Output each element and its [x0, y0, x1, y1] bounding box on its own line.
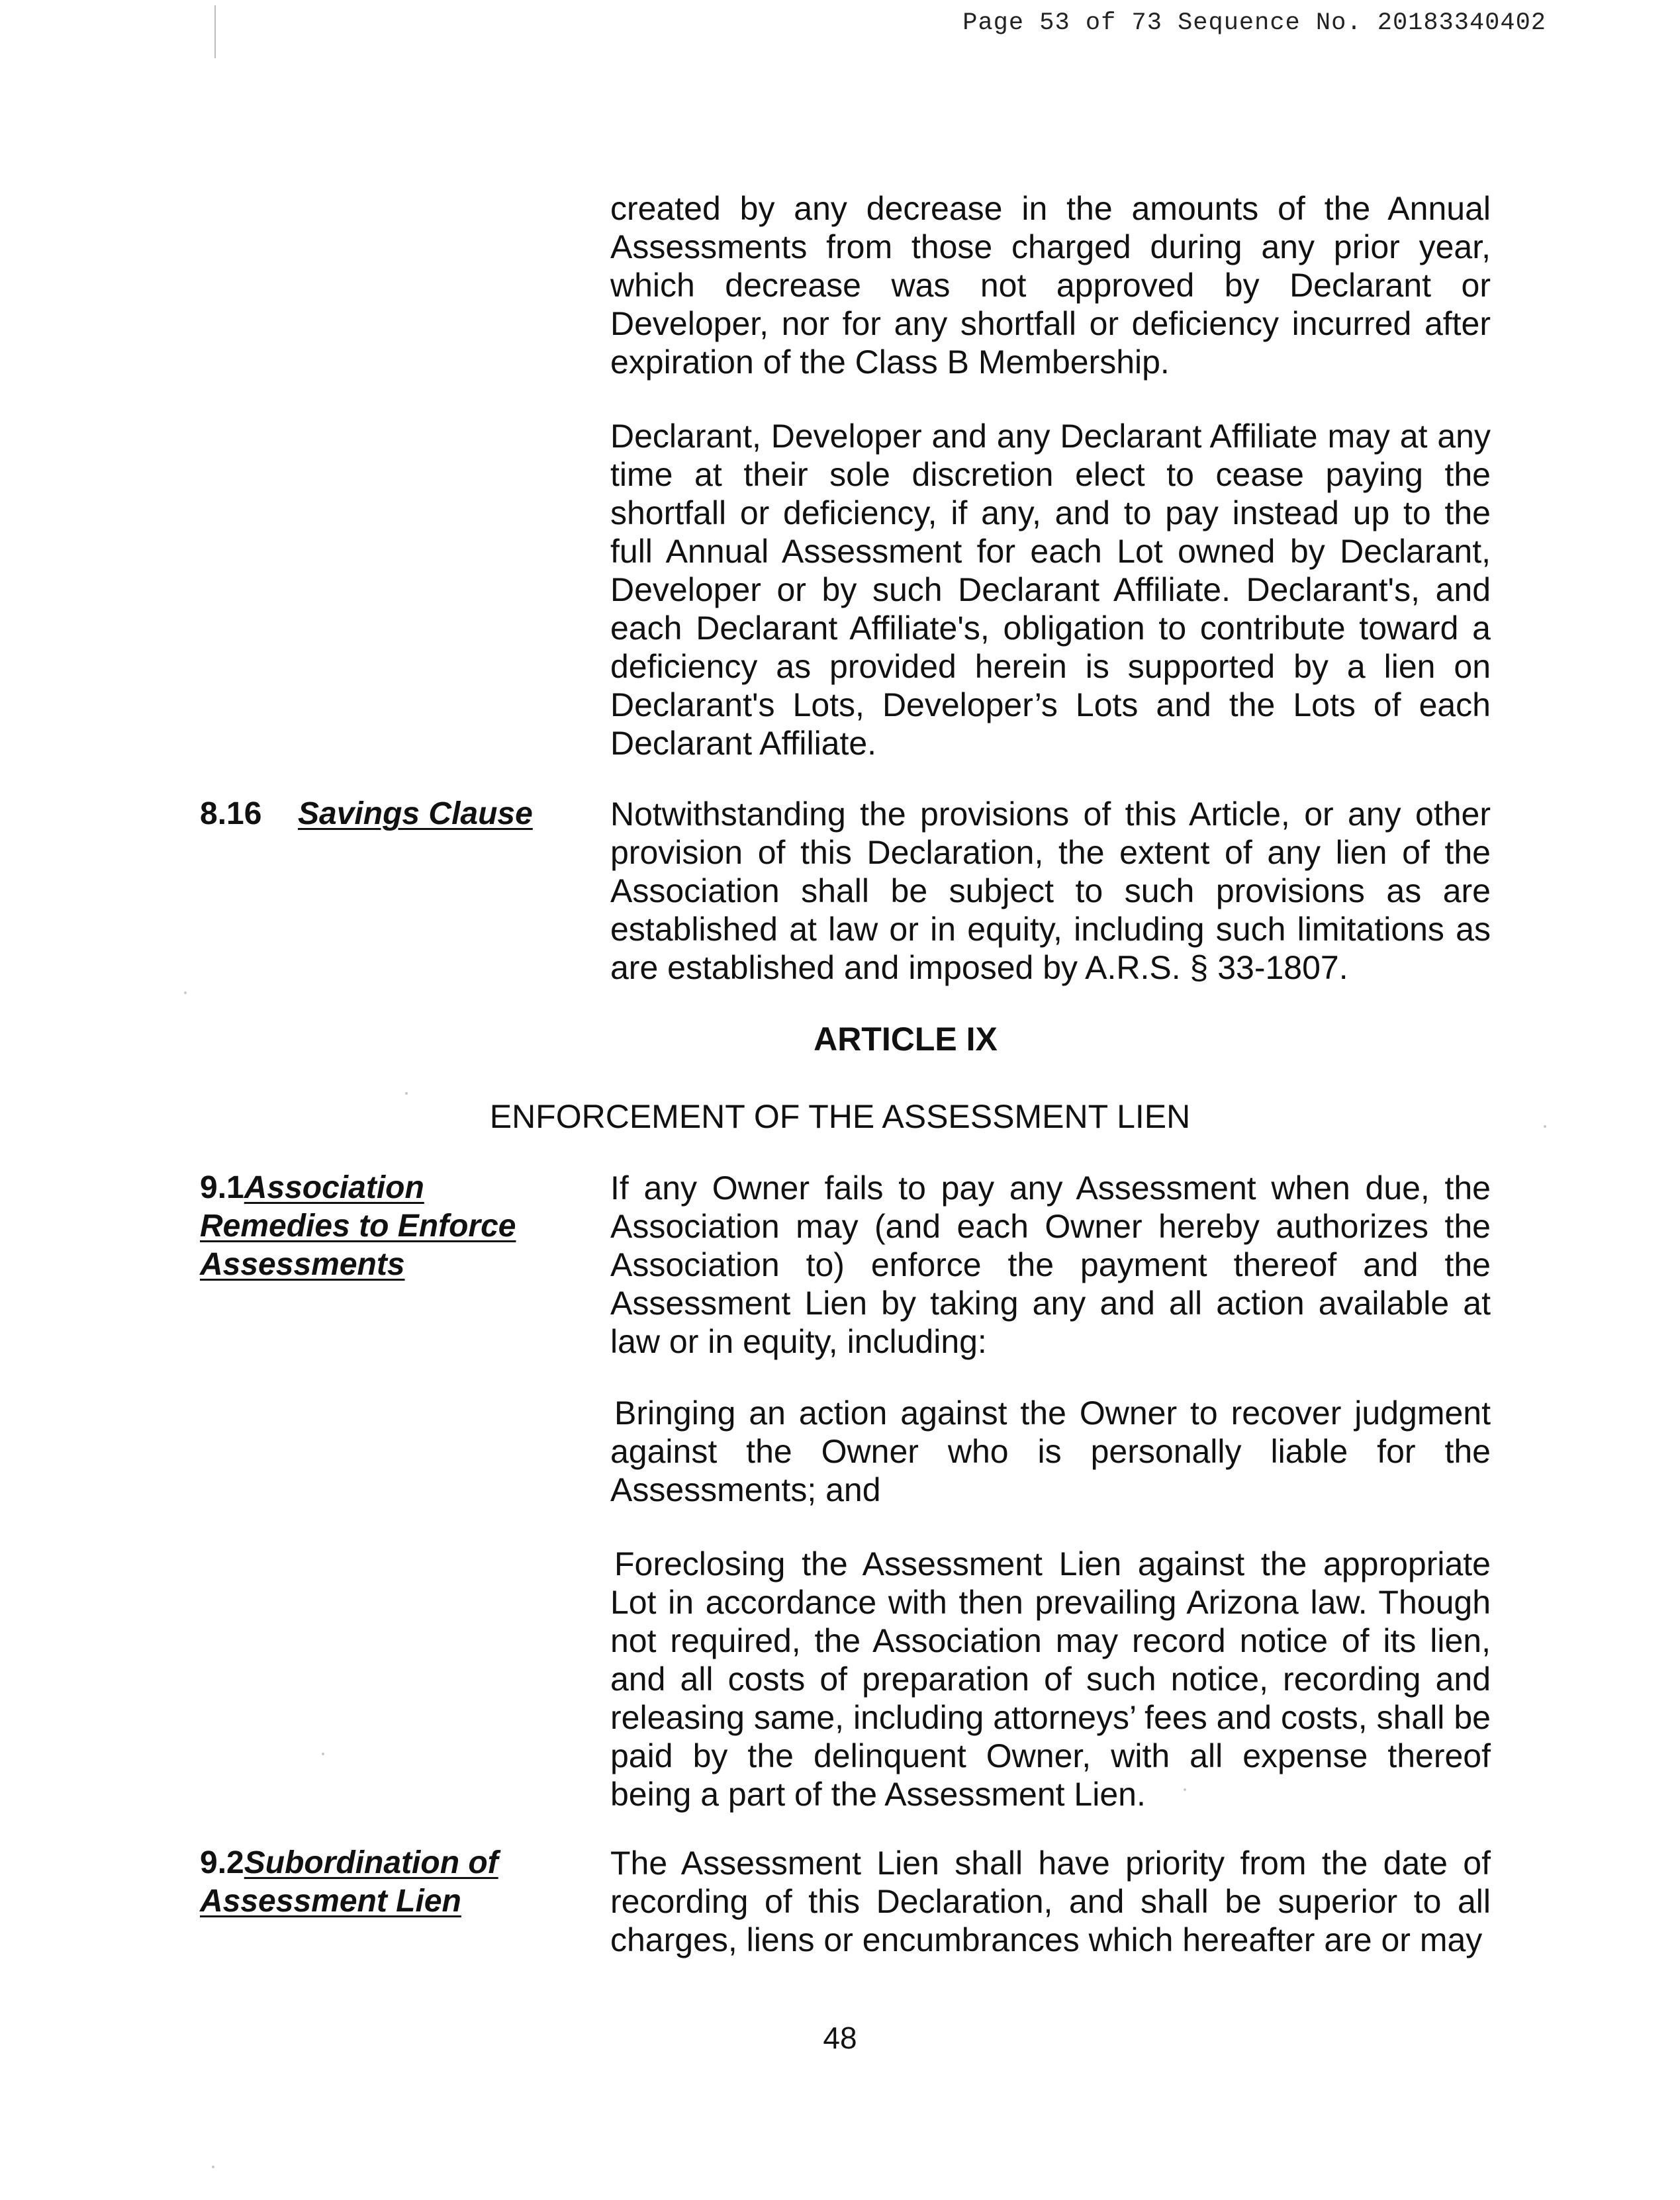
paragraph-foreclosing-lien: Foreclosing the Assessment Lien against the appropriate Lot in accordance with then prevailing Arizona law. Though not required, the Association may record notice of its lien, and all costs of preparation of such notice, recording and releasing same, including attorneys’ fees and costs, shall be paid by the delinquent Owner, with all expense thereof being a part of the Assessment Lien.: [610, 1545, 1491, 1813]
section-9-1-number: 9.1: [200, 1170, 244, 1205]
section-9-1-title: [200, 1169, 551, 1284]
section-9-2-title-text: Subordination of Assessment Lien: [200, 1845, 498, 1919]
section-9-1-title-text: Association Remedies to Enforce Assessments: [200, 1170, 516, 1282]
section-8-16-title: [298, 795, 563, 833]
article-heading: ARTICLE IX: [814, 1021, 998, 1058]
paragraph-subordination: The Assessment Lien shall have priority from the date of recording of this Declaration, and shall be superior to all charges, liens or encumbrances which hereafter are or may: [610, 1845, 1491, 1958]
paragraph-declarant-affiliate: Declarant, Developer and any Declarant Affiliate may at any time at their sole discretion elect to cease paying the shortfall or deficiency, if any, and to pay instead up to the full Annual Assessment for each Lot owned by Declarant, Developer or by such Declarant Affiliate. Declarant's, and each Declarant Affiliate's, obligation to contribute toward a deficiency as provided herein is supported by a lien on Declarant's Lots, Developer’s Lots and the Lots of each Declarant Affiliate.: [610, 418, 1491, 762]
paragraph-association-remedies: If any Owner fails to pay any Assessment when due, the Association may (and each Owner hereby authorizes the Association to) enforce the payment thereof and the Assessment Lien by taking any and all action available at law or in equity, including:: [610, 1169, 1491, 1360]
section-9-2-title: [200, 1844, 551, 1921]
section-8-16-title-text: Savings Clause: [298, 796, 533, 831]
section-8-16-number: 8.16: [200, 796, 262, 831]
scan-speck: [405, 1092, 408, 1095]
scan-speck: [184, 991, 187, 994]
paragraph-continuation: created by any decrease in the amounts of the Annual Assessments from those charged during any prior year, which decrease was not approved by Declarant or Developer, nor for any shortfall or deficiency incurred after expiration of the Class B Membership.: [610, 190, 1491, 381]
article-subheading: ENFORCEMENT OF THE ASSESSMENT LIEN: [489, 1098, 1191, 1135]
scan-speck: [212, 2166, 214, 2168]
margin-scan-mark: [214, 5, 216, 58]
scan-speck: [1544, 1125, 1546, 1128]
page-sequence-header: Page 53 of 73 Sequence No. 20183340402: [962, 9, 1546, 37]
section-9-2-number: 9.2: [200, 1845, 244, 1880]
scan-speck: [1184, 1788, 1186, 1791]
paragraph-savings-clause: Notwithstanding the provisions of this Article, or any other provision of this Declaration, the extent of any lien of the Association shall be subject to such provisions as are established at law or in equity, including such limitations as are established and imposed by A.R.S. § 33-1807.: [610, 796, 1491, 986]
paragraph-bringing-action: Bringing an action against the Owner to recover judgment against the Owner who is personally liable for the Assessments; and: [610, 1395, 1491, 1508]
scan-speck: [322, 1753, 324, 1755]
page-number-footer: 48: [823, 2021, 857, 2055]
